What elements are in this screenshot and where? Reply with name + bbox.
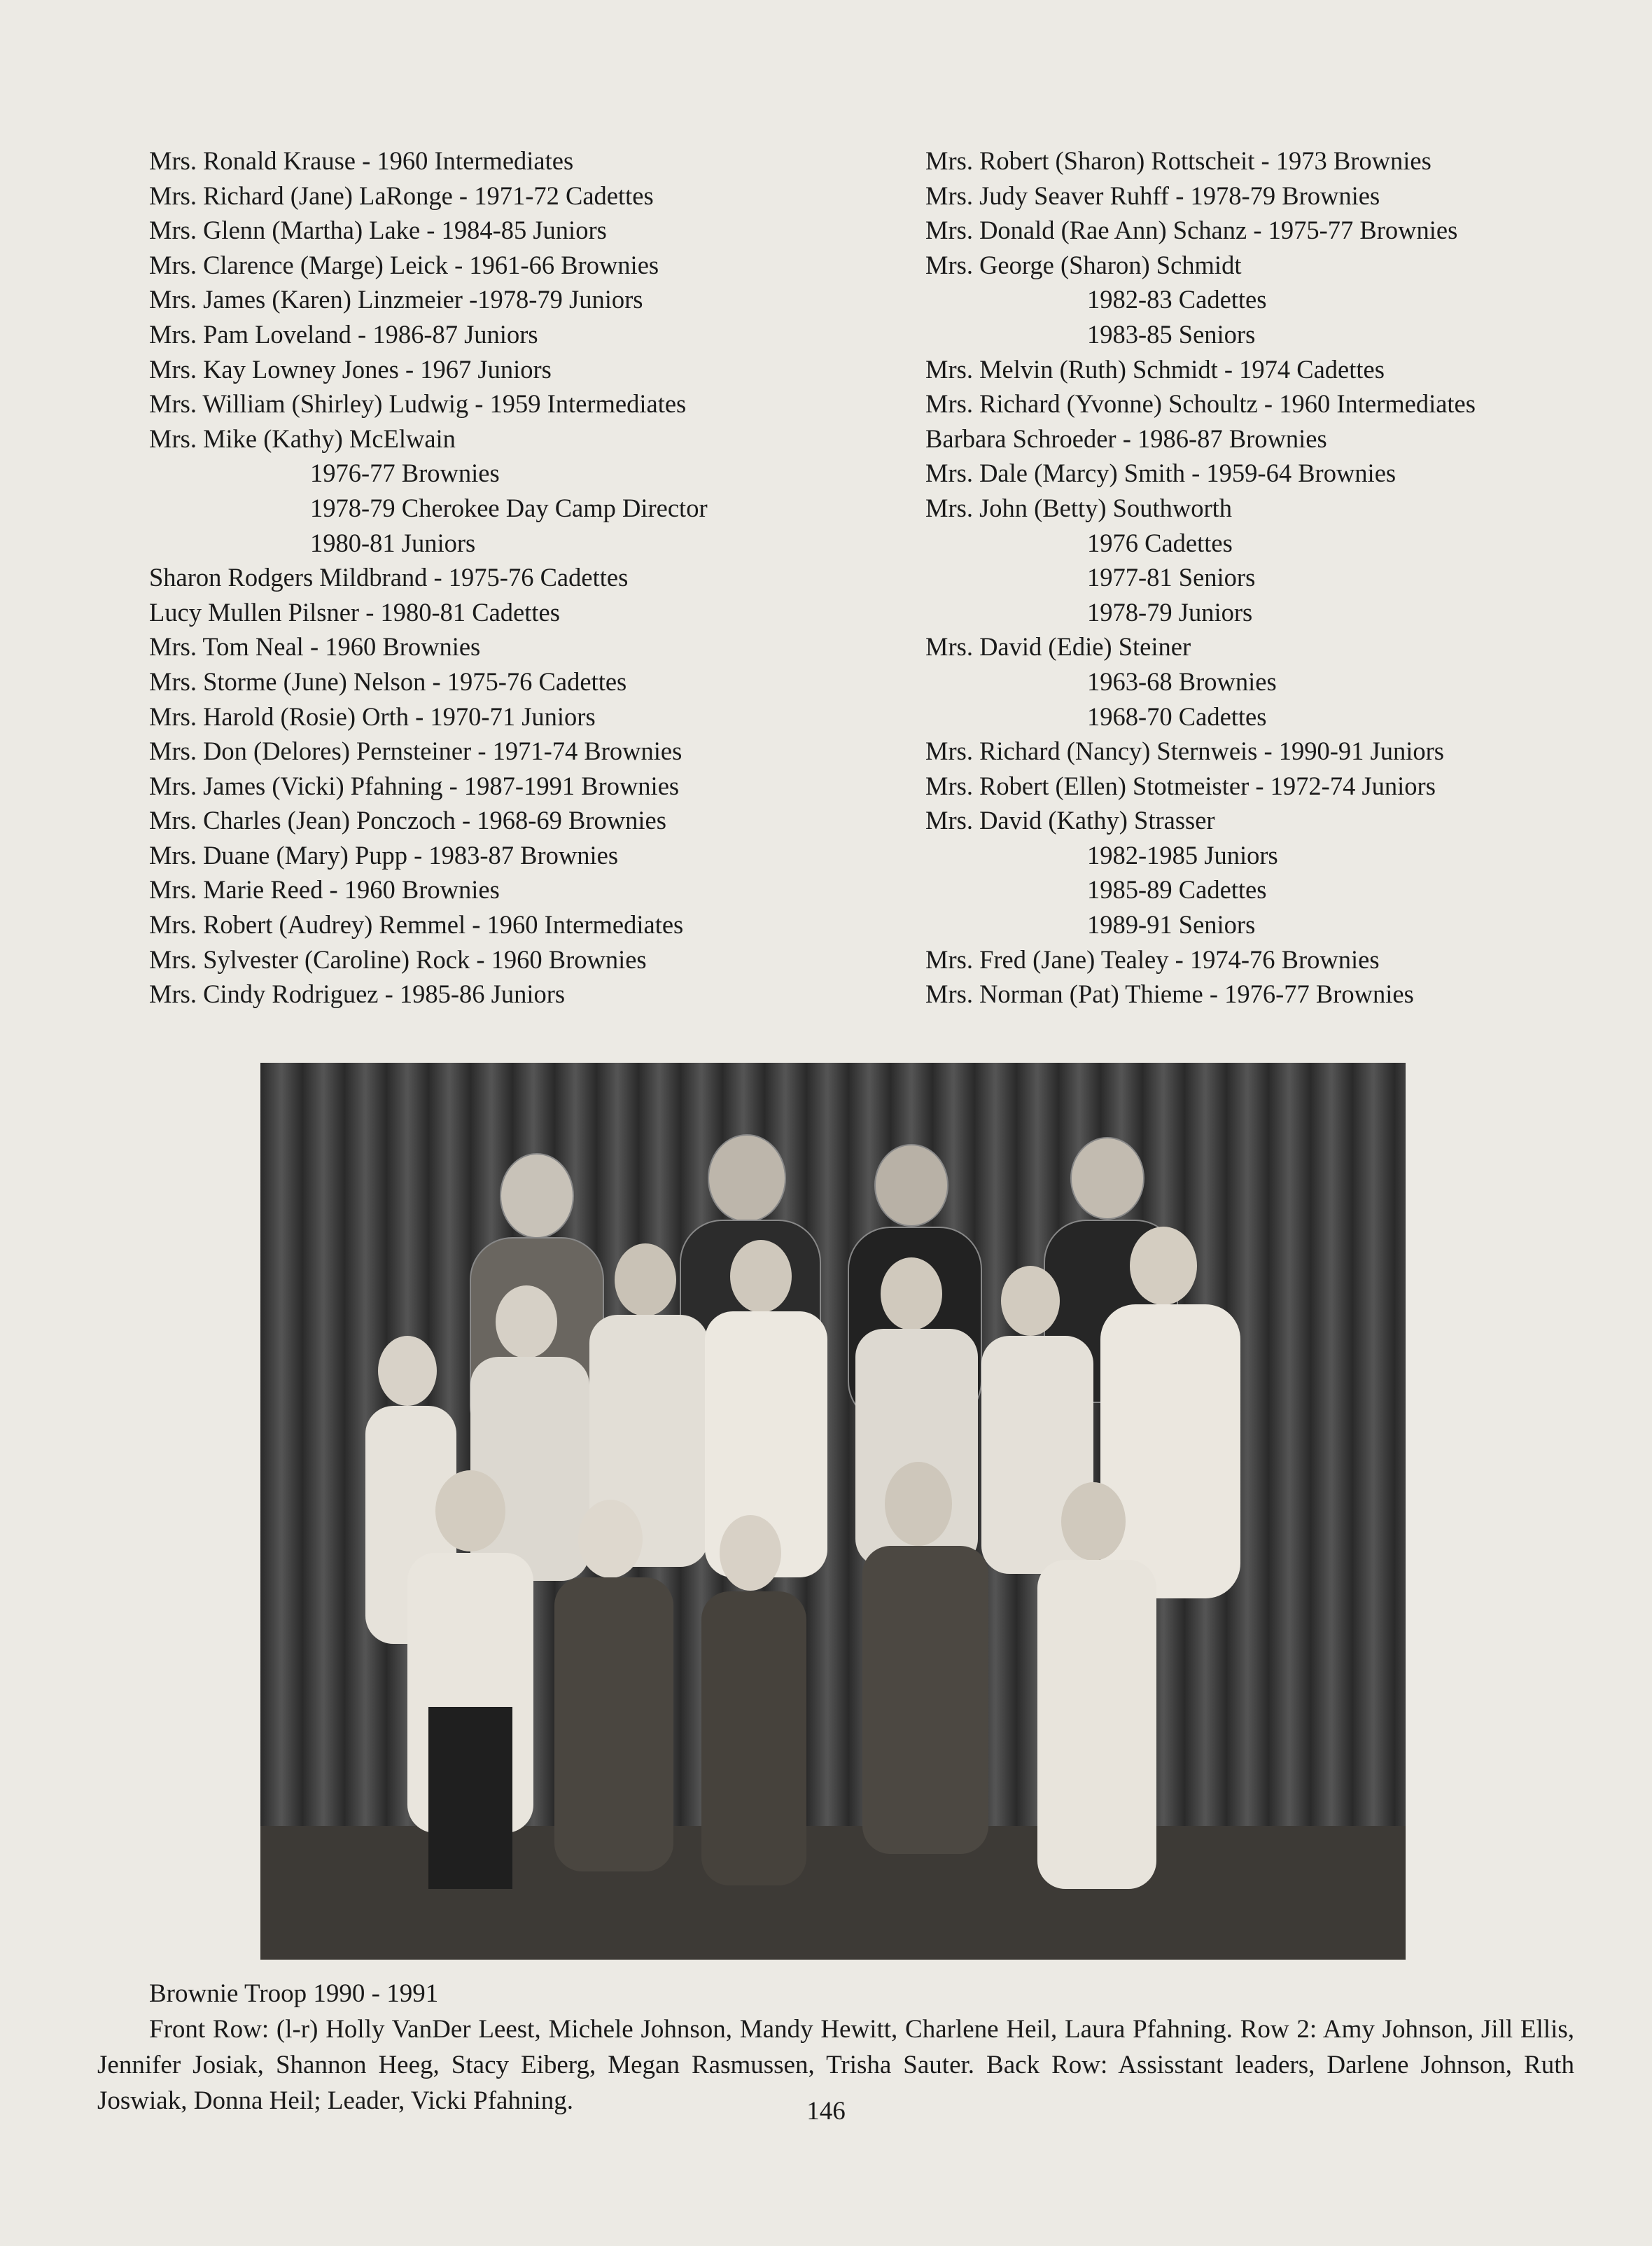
leader-entry: Mrs. Pam Loveland - 1986-87 Juniors <box>149 319 538 349</box>
leader-entry: Mrs. Fred (Jane) Tealey - 1974-76 Brownies <box>925 944 1380 974</box>
leader-entry: Mrs. Mike (Kathy) McElwain <box>149 424 456 453</box>
leader-entry: 1977-81 Seniors <box>1087 563 1256 592</box>
brownie-troop-photo <box>260 1063 1406 1960</box>
leader-entry: Mrs. Tom Neal - 1960 Brownies <box>149 632 481 662</box>
leader-entry: Mrs. Judy Seaver Ruhff - 1978-79 Brownies <box>925 181 1380 210</box>
leader-entry: Mrs. Ronald Krause - 1960 Intermediates <box>149 146 574 175</box>
leader-entry: Lucy Mullen Pilsner - 1980-81 Cadettes <box>149 597 560 627</box>
leader-entry: Mrs. Richard (Jane) LaRonge - 1971-72 Cadettes <box>149 181 654 210</box>
leader-entry: Mrs. Storme (June) Nelson - 1975-76 Cadettes <box>149 667 627 696</box>
leader-entry: Mrs. John (Betty) Southworth <box>925 493 1232 522</box>
leader-entry: Mrs. Donald (Rae Ann) Schanz - 1975-77 Brownies <box>925 216 1458 245</box>
leader-entry: Mrs. David (Kathy) Strasser <box>925 806 1215 835</box>
leader-entry: Mrs. William (Shirley) Ludwig - 1959 Intermediates <box>149 389 687 419</box>
leader-entry: Mrs. Robert (Sharon) Rottscheit - 1973 Brownies <box>925 146 1432 175</box>
leader-entry: Mrs. Robert (Ellen) Stotmeister - 1972-74 Juniors <box>925 771 1436 800</box>
page-number: 146 <box>806 2097 846 2126</box>
leader-entry: 1976-77 Brownies <box>310 459 500 488</box>
leader-entry: 1982-1985 Juniors <box>1087 840 1278 870</box>
leader-entry: Mrs. Cindy Rodriguez - 1985-86 Juniors <box>149 979 566 1009</box>
leader-entry: 1978-79 Cherokee Day Camp Director <box>310 493 708 522</box>
leader-entry: 1985-89 Cadettes <box>1087 875 1267 905</box>
leader-entry: Mrs. Clarence (Marge) Leick - 1961-66 Brownies <box>149 250 659 279</box>
leader-entry: Mrs. Don (Delores) Pernsteiner - 1971-74 Brownies <box>149 737 682 766</box>
leader-entry: Mrs. Harold (Rosie) Orth - 1970-71 Juniors <box>149 702 596 731</box>
leader-entry: 1980-81 Juniors <box>310 528 476 557</box>
leader-entry: Mrs. James (Karen) Linzmeier -1978-79 Juniors <box>149 285 643 314</box>
leader-entry: Mrs. Norman (Pat) Thieme - 1976-77 Brownies <box>925 979 1414 1009</box>
leader-entry: Mrs. Melvin (Ruth) Schmidt - 1974 Cadettes <box>925 354 1385 384</box>
leader-entry: Mrs. Charles (Jean) Ponczoch - 1968-69 Brownies <box>149 806 666 835</box>
leader-entry: Mrs. Robert (Audrey) Remmel - 1960 Intermediates <box>149 910 684 940</box>
leader-entry: Mrs. James (Vicki) Pfahning - 1987-1991 Brownies <box>149 771 680 800</box>
leader-entry: Mrs. Glenn (Martha) Lake - 1984-85 Juniors <box>149 216 607 245</box>
group-photo-illustration <box>260 1063 1406 1960</box>
leader-entry: 1963-68 Brownies <box>1087 667 1277 696</box>
leader-entry: 1989-91 Seniors <box>1087 910 1256 940</box>
leaders-list-right <box>925 144 1625 1012</box>
leader-entry: Mrs. David (Edie) Steiner <box>925 632 1191 662</box>
leader-entry: Sharon Rodgers Mildbrand - 1975-76 Cadettes <box>149 563 629 592</box>
leader-entry: 1976 Cadettes <box>1087 528 1233 557</box>
leader-entry: Mrs. Kay Lowney Jones - 1967 Juniors <box>149 354 552 384</box>
leader-entry: Mrs. George (Sharon) Schmidt <box>925 250 1242 279</box>
leader-entry: 1978-79 Juniors <box>1087 597 1253 627</box>
leader-entry: 1983-85 Seniors <box>1087 319 1256 349</box>
caption-body: Front Row: (l-r) Holly VanDer Leest, Michele Johnson, Mandy Hewitt, Charlene Heil, Laura Pfahning. Row 2: Amy Johnson, Jill Ellis, Jennifer Josiak, Shannon Heeg, Stacy Eiberg, Megan Rasmussen, Trisha Sauter. Back Row: Assisstant leaders, Darlene Johnson, Ruth Joswiak, Donna Heil; Leader, Vicki Pfahning. <box>97 2015 1574 2115</box>
leader-entry: Barbara Schroeder - 1986-87 Brownies <box>925 424 1327 453</box>
leader-entry: Mrs. Sylvester (Caroline) Rock - 1960 Brownies <box>149 944 647 974</box>
leader-entry: Mrs. Dale (Marcy) Smith - 1959-64 Brownies <box>925 459 1396 488</box>
leader-entry: Mrs. Duane (Mary) Pupp - 1983-87 Brownies <box>149 840 619 870</box>
leader-entry: Mrs. Marie Reed - 1960 Brownies <box>149 875 500 905</box>
leader-entry: 1982-83 Cadettes <box>1087 285 1267 314</box>
leader-entry: 1968-70 Cadettes <box>1087 702 1267 731</box>
leader-entry: Mrs. Richard (Yvonne) Schoultz - 1960 Intermediates <box>925 389 1476 419</box>
leader-entry: Mrs. Richard (Nancy) Sternweis - 1990-91 Juniors <box>925 737 1445 766</box>
leaders-list-left <box>149 144 891 1012</box>
caption-title: Brownie Troop 1990 - 1991 <box>149 1979 439 2008</box>
